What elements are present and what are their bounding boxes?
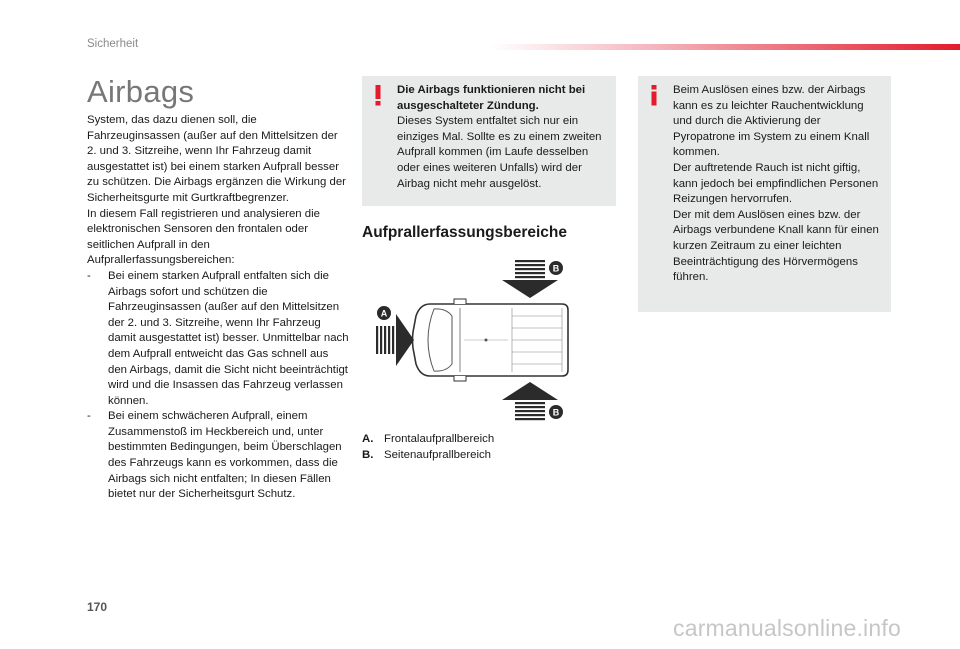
zone-b-label-top: B bbox=[552, 263, 560, 274]
list-item: - Bei einem starken Aufprall entfalten sich die Airbags sofort und schützen die Fahrzeuginsassen (außer auf den Mittelsitzen der 2. und 3. Sitzreihe, wenn Ihr Fahrzeug damit ausgestattet ist) besser. Unmittelbar nach dem Aufprall entweicht das Gas schnell aus den Airbags, damit die Sicht nicht beeinträchtigt wird und die Insassen das Fahrzeug verlassen können. bbox=[87, 269, 349, 407]
impact-zones-diagram bbox=[372, 256, 572, 424]
page-number: 170 bbox=[87, 600, 108, 614]
zones-heading: Aufprallerfassungsbereiche bbox=[362, 224, 568, 241]
front-impact-arrow bbox=[376, 314, 414, 366]
info-paragraph: Beim Auslösen eines bzw. der Airbags kann es zu leichter Rauchentwicklung und durch die Aktivierung der Pyropatrone im System zu einem Knall kommen. bbox=[673, 84, 870, 159]
info-paragraph: Der auftretende Rauch ist nicht giftig, kann jedoch bei empfindlichen Personen Reizungen hervorrufen. bbox=[673, 161, 879, 206]
info-box bbox=[638, 76, 891, 312]
zone-a-label: A bbox=[380, 308, 388, 319]
watermark: carmanualsonline.info bbox=[673, 615, 901, 641]
legend-item: B. Seitenaufprallbereich bbox=[362, 448, 492, 461]
warning-text: Dieses System entfaltet sich nur ein einziges Mal. Sollte es zu einem zweiten Aufprall kommen (im Laufe desselben oder eines weiteren Unfalls) wird der Airbag nicht mehr ausgelöst. bbox=[397, 115, 602, 190]
info-paragraph: Der mit dem Auslösen eines bzw. der Airbags verbundene Knall kann für einen kurzen Zeitraum zu einer leichten Beeinträchtigung des Hörvermögens führen. bbox=[673, 208, 879, 284]
warning-box bbox=[362, 76, 616, 206]
intro-paragraph: System, das dazu dienen soll, die Fahrzeuginsassen (außer auf den Mittelsitzen der 2. und 3. Sitzreihe, wenn Ihr Fahrzeug damit ausgestattet ist) bei einem starken Aufprall besser zu schützen. Die Airbags ergänzen die Wirkung der Sicherheitsgurte mit Gurtkraftbegrenzer. bbox=[87, 114, 346, 204]
intro-text bbox=[87, 113, 349, 503]
vehicle-top-view bbox=[413, 299, 569, 381]
exclamation-icon bbox=[371, 83, 385, 107]
info-icon bbox=[647, 83, 661, 107]
section-label: Sicherheit bbox=[87, 38, 139, 50]
legend-item: A. Frontalaufprallbereich bbox=[362, 433, 495, 445]
intro-paragraph: In diesem Fall registrieren und analysieren die elektronischen Sensoren den frontalen oder seitlichen Aufprall in den Aufprallerfassungsbereichen: bbox=[87, 207, 320, 267]
page-title: Airbags bbox=[87, 74, 195, 109]
impact-list bbox=[87, 269, 349, 503]
header-accent-bar bbox=[490, 44, 960, 50]
warning-heading: Die Airbags funktionieren nicht bei ausgeschalteter Zündung. bbox=[397, 84, 586, 112]
list-item: - Bei einem schwächeren Aufprall, einem Zusammenstoß im Heckbereich und, unter bestimmten Bedingungen, beim Überschlagen des Fahrzeugs kann es vorkommen, dass die Airbags sich nicht entfalten; In diesen Fällen bietet nur der Sicherheitsgurt Schutz. bbox=[87, 410, 342, 501]
zone-b-label-bottom: B bbox=[552, 407, 560, 418]
zones-legend bbox=[362, 432, 494, 463]
